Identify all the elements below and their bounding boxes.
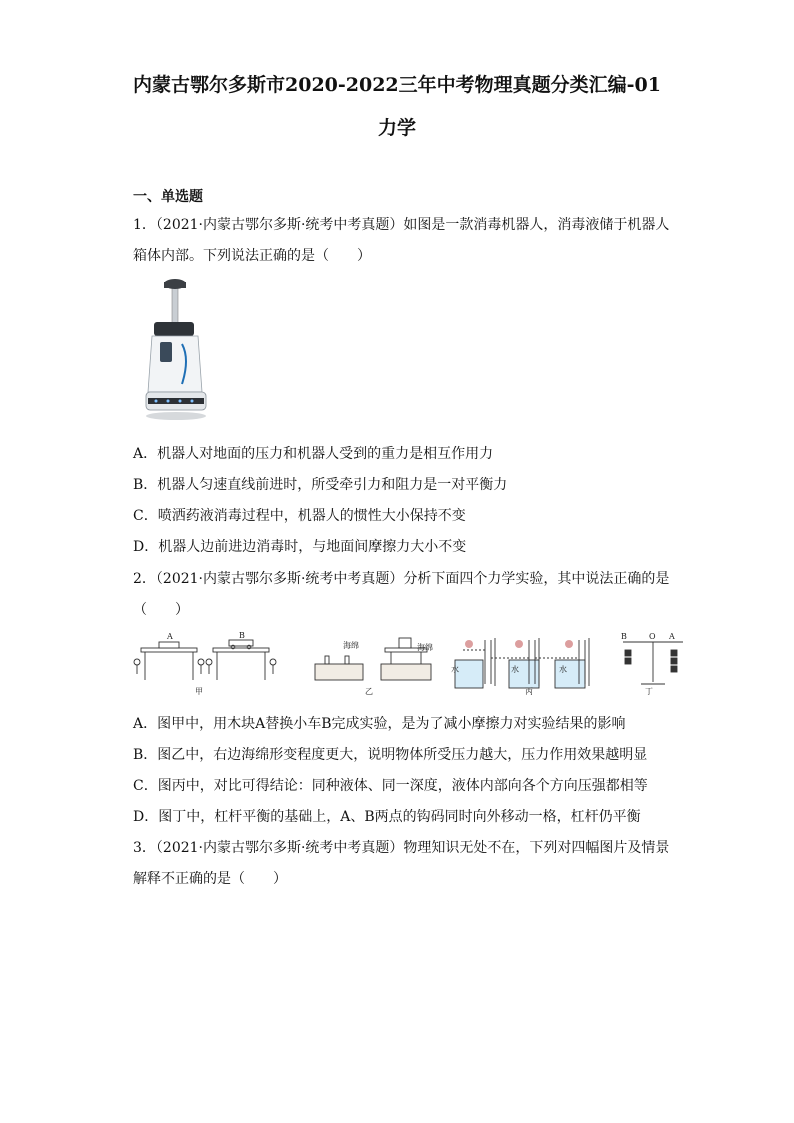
label-a: A (167, 632, 173, 641)
q1-option-d: D．机器人边前进边消毒时，与地面间摩擦力大小不变 (133, 539, 467, 555)
robot-figure (142, 274, 210, 424)
label-sponge2: 海绵 (417, 643, 433, 652)
q2-option-d: D．图丁中，杠杆平衡的基础上，A、B两点的钩码同时向外移动一格，杠杆仍平衡 (133, 809, 641, 825)
document-title: 内蒙古鄂尔多斯市2020-2022三年中考物理真题分类汇编-01 (133, 74, 661, 96)
label-jia: 甲 (195, 687, 203, 696)
label-b: B (239, 631, 245, 640)
section-heading: 一、单选题 (133, 189, 203, 205)
q2-option-c: C．图丙中，对比可得结论：同种液体、同一深度，液体内部向各个方向压强都相等 (133, 778, 648, 794)
q1-option-c: C．喷洒药液消毒过程中，机器人的惯性大小保持不变 (133, 508, 466, 524)
label-yi: 乙 (365, 687, 373, 696)
q3-stem-line1: 3．（2021·内蒙古鄂尔多斯·统考中考真题）物理知识无处不在，下列对四幅图片及情景 (133, 840, 670, 856)
label-bing: 丙 (525, 687, 533, 696)
label-lever-a: A (669, 632, 675, 641)
q2-stem-line1: 2．（2021·内蒙古鄂尔多斯·统考中考真题）分析下面四个力学实验，其中说法正确的是 (133, 571, 670, 587)
q2-option-b: B．图乙中，右边海绵形变程度更大，说明物体所受压力越大，压力作用效果越明显 (133, 747, 648, 763)
q1-option-b: B．机器人匀速直线前进时，所受牵引力和阻力是一对平衡力 (133, 477, 508, 493)
q2-option-a: A．图甲中，用木块A替换小车B完成实验，是为了减小摩擦力对实验结果的影响 (133, 716, 626, 732)
label-ding: 丁 (645, 687, 653, 696)
q2-stem-line2: （ ） (133, 602, 189, 618)
label-lever-b: B (621, 632, 627, 641)
label-water3: 水 (559, 665, 567, 674)
q1-stem-line2: 箱体内部。下列说法正确的是（ ） (133, 248, 371, 264)
label-lever-o: O (649, 632, 656, 641)
q1-option-a: A．机器人对地面的压力和机器人受到的重力是相互作用力 (133, 446, 494, 462)
label-sponge1: 海绵 (343, 641, 359, 650)
q3-stem-line2: 解释不正确的是（ ） (133, 871, 287, 887)
q1-stem-line1: 1．（2021·内蒙古鄂尔多斯·统考中考真题）如图是一款消毒机器人，消毒液储于机器人 (133, 217, 670, 233)
experiment-figures (133, 630, 699, 696)
document-subtitle: 力学 (377, 117, 416, 139)
label-water2: 水 (511, 665, 519, 674)
label-water1: 水 (451, 665, 459, 674)
